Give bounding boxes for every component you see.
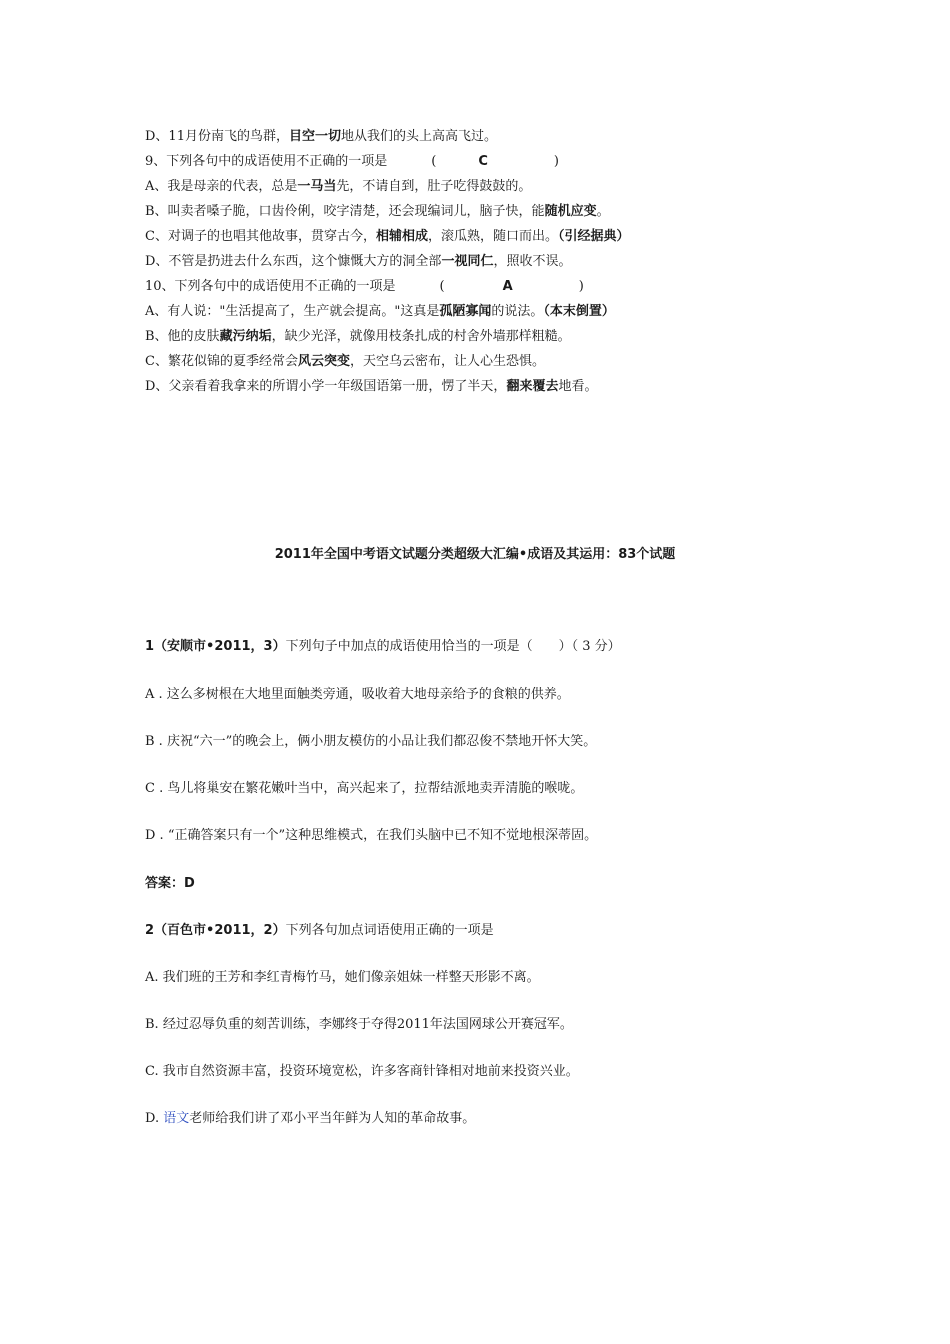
q9-option-b: B、叫卖者嗓子脆，口齿伶俐，咬字清楚，还会现编词儿，脑子快，能随机应变。: [145, 204, 610, 219]
q1-option-b: B . 庆祝“六一”的晚会上，俩小朋友模仿的小品让我们都忍俊不禁地开怀大笑。: [145, 734, 597, 749]
q10-answer: A: [502, 279, 513, 294]
q8-option-d: D、11月份南飞的鸟群，目空一切地从我们的头上高高飞过。: [145, 129, 497, 144]
question-source: （安顺市•2011，3）: [154, 639, 286, 654]
idiom: 翻来覆去: [506, 379, 559, 394]
q2-option-d: D. 语文老师给我们讲了邓小平当年鲜为人知的革命故事。: [145, 1111, 476, 1126]
idiom: 一视同仁: [441, 254, 494, 269]
idiom: 随机应变: [544, 204, 597, 219]
idiom: 孤陋寡闻: [439, 304, 492, 319]
q9-option-a: A、我是母亲的代表，总是一马当先，不请自到，肚子吃得鼓鼓的。: [145, 179, 532, 194]
q10-option-b: B、他的皮肤藏污纳垢，缺少光泽，就像用枝条扎成的村舍外墙那样粗糙。: [145, 329, 571, 344]
q10-option-a: A、有人说："生活提高了，生产就会提高。"这真是孤陋寡闻的说法。（本末倒置）: [145, 304, 615, 319]
q2-option-a: A. 我们班的王芳和李红青梅竹马，她们像亲姐妹一样整天形影不离。: [145, 970, 540, 985]
q9-answer: C: [478, 154, 488, 169]
question-2-stem: 2（百色市•2011，2）下列各句加点词语使用正确的一项是: [145, 923, 494, 938]
correction-note: （本末倒置）: [543, 304, 615, 319]
idiom: 相辅相成: [375, 229, 428, 244]
idiom: 一马当: [297, 179, 337, 194]
yuwen-link[interactable]: 语文: [163, 1111, 190, 1126]
section-title: 2011年全国中考语文试题分类超级大汇编•成语及其运用：83个试题: [274, 547, 676, 562]
q9-option-c: C、对调子的也唱其他故事，贯穿古今，相辅相成，滚瓜熟，随口而出。（引经据典）: [145, 229, 630, 244]
q1-option-a: A . 这么多树根在大地里面触类旁通，吸收着大地母亲给予的食粮的供养。: [145, 687, 570, 702]
idiom: 目空一切: [288, 129, 341, 144]
q1-answer: 答案：D: [145, 876, 195, 891]
question-1-stem: 1（安顺市•2011，3）下列句子中加点的成语使用恰当的一项是（ ）（ 3 分）: [145, 639, 621, 654]
q2-option-b: B. 经过忍辱负重的刻苦训练，李娜终于夺得2011年法国网球公开赛冠军。: [145, 1017, 573, 1032]
q10-option-d: D、父亲看着我拿来的所谓小学一年级国语第一册，愣了半天，翻来覆去地看。: [145, 379, 598, 394]
q2-option-c: C. 我市自然资源丰富，投资环境宽松，许多客商针锋相对地前来投资兴业。: [145, 1064, 579, 1079]
q1-option-c: C . 鸟儿将巢安在繁花嫩叶当中，高兴起来了，拉帮结派地卖弄清脆的喉咙。: [145, 781, 584, 796]
q10-stem: 10、下列各句中的成语使用不正确的一项是 ( A ): [145, 279, 584, 294]
q9-stem: 9、下列各句中的成语使用不正确的一项是 ( C ): [145, 154, 559, 169]
correction-note: （引经据典）: [557, 229, 630, 244]
question-source: （百色市•2011，2）: [154, 923, 286, 938]
q9-option-d: D、不管是扔进去什么东西，这个慷慨大方的洞全部一视同仁，照收不误。: [145, 254, 572, 269]
q1-option-d: D . “正确答案只有一个”这种思维模式，在我们头脑中已不知不觉地根深蒂固。: [145, 828, 598, 843]
idiom: 风云突变: [297, 354, 350, 369]
q10-option-c: C、繁花似锦的夏季经常会风云突变，天空乌云密布，让人心生恐惧。: [145, 354, 545, 369]
idiom: 藏污纳垢: [219, 329, 272, 344]
